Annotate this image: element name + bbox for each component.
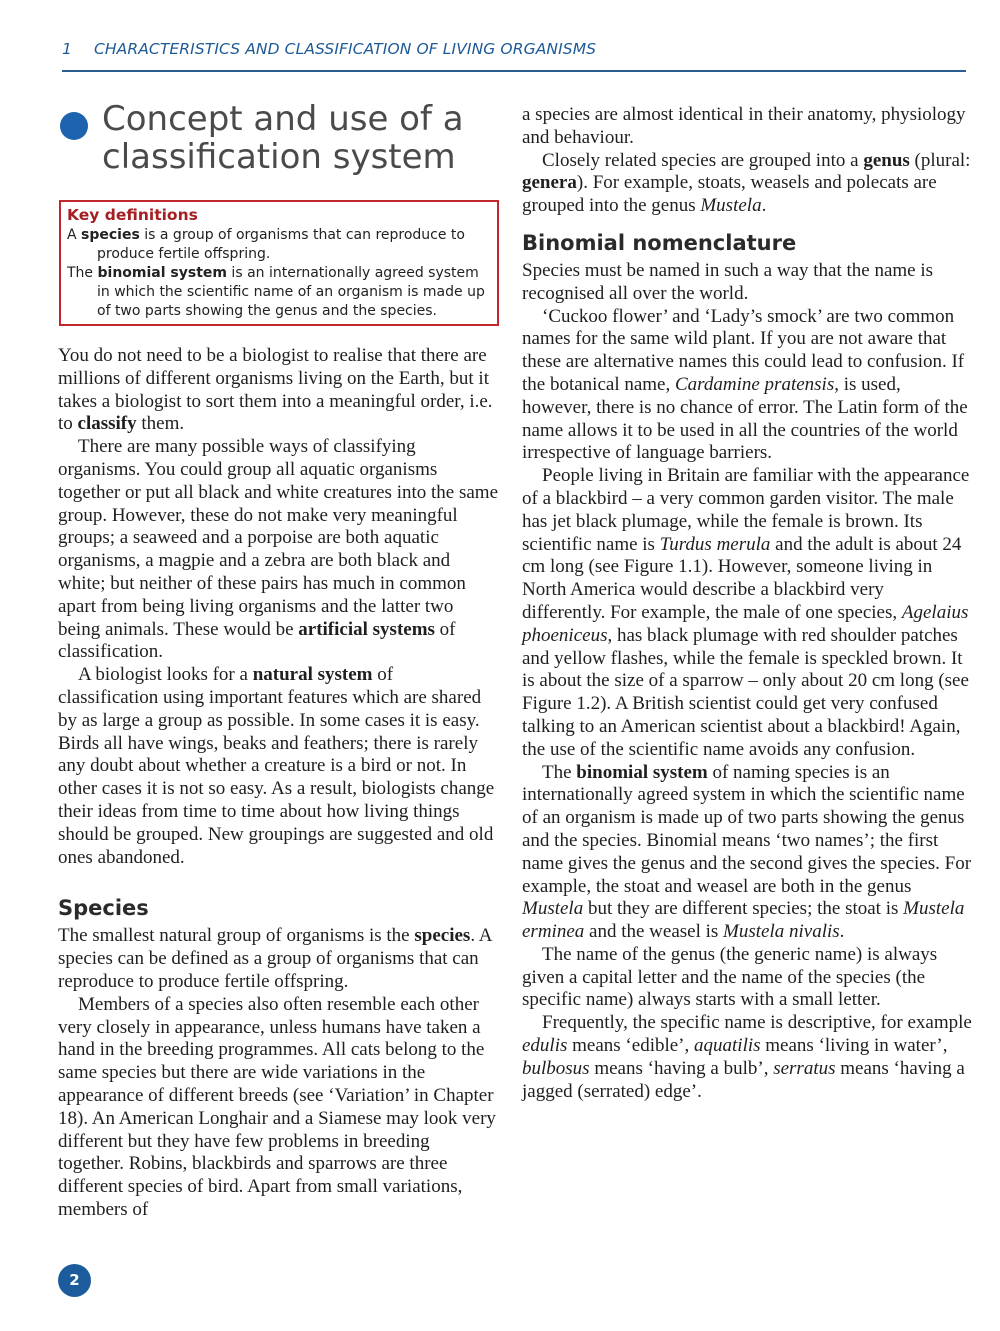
paragraph bbox=[522, 762, 972, 944]
paragraph: Members of a species also often resemble each other very closely in appearance, unless humans have taken a hand in the breeding programmes. All cats belong to the same species but there are wide variations in the appearance of different breeds (see ‘Variation’ in Chapter 18). An American Longhair and a Siamese may look very different but they have few problems in breeding together. Robins, blackbirds and sparrows are three different species of bird. Apart from small variations, members of bbox=[58, 993, 496, 1220]
text: , has black plumage with red shoulder patches and yellow flashes, while the female is speckled brown. It is about the size of a sparrow – only about 20 cm long (see Figure 1.2). A British scientist could get very confused talking to an American scientist about a blackbird! Again, the use of the scientific name avoids any confusion. bbox=[522, 624, 969, 760]
paragraph bbox=[58, 436, 498, 664]
paragraph: The name of the genus (the generic name) is always given a capital letter and the name of the species (the specific name) always starts with a small letter. bbox=[522, 943, 938, 1011]
definition-binomial-system bbox=[67, 264, 491, 321]
key-definitions-box bbox=[59, 200, 499, 326]
def-prefix: A bbox=[67, 227, 82, 243]
bold-term: classify bbox=[77, 413, 137, 435]
text: (plural: bbox=[909, 149, 971, 171]
text: People living in Britain are familiar with the appearance of a blackbird – a very common garden visitor. The male has jet black plumage, while the female is brown. Its scientific name is bbox=[522, 465, 970, 555]
text: and the weasel is bbox=[584, 921, 724, 943]
text: means ‘edible’, bbox=[567, 1035, 695, 1057]
paragraph bbox=[58, 925, 498, 993]
text: Frequently, the specific name is descriptive, for example bbox=[542, 1012, 972, 1034]
text: . A species can be defined as a group of organisms that can reproduce to produce fertile offspring. bbox=[58, 925, 492, 992]
paragraph bbox=[58, 664, 498, 869]
bold-term: species bbox=[414, 925, 471, 947]
binomial-nomenclature-heading: Binomial nomenclature bbox=[522, 230, 797, 255]
running-header bbox=[62, 40, 596, 58]
paragraph: Species must be named in such a way that the name is recognised all over the world. bbox=[522, 259, 934, 304]
chapter-number: 1 bbox=[62, 40, 72, 58]
text: means ‘having a jagged (serrated) edge’. bbox=[522, 1057, 965, 1102]
paragraph bbox=[522, 306, 972, 466]
key-definitions-title: Key definitions bbox=[67, 206, 198, 224]
def-term: species bbox=[81, 227, 140, 243]
scientific-name: aquatilis bbox=[694, 1035, 761, 1057]
text: them. bbox=[136, 413, 185, 435]
scientific-name: Mustela bbox=[700, 195, 762, 217]
species-heading: Species bbox=[58, 896, 149, 921]
paragraph bbox=[522, 150, 972, 218]
text: A biologist looks for a bbox=[78, 664, 253, 686]
left-column bbox=[58, 345, 498, 1222]
paragraph: a species are almost identical in their anatomy, physiology and behaviour. bbox=[522, 104, 966, 148]
scientific-name: Mustela nivalis bbox=[723, 921, 840, 943]
def-prefix: The bbox=[67, 265, 98, 281]
bold-term: genus bbox=[863, 149, 910, 171]
bullet-dot-icon bbox=[60, 112, 88, 140]
scientific-name: Mustela erminea bbox=[522, 898, 965, 943]
scientific-name: Cardamine pratensis bbox=[675, 373, 835, 395]
section-title: Concept and use of a classification system bbox=[102, 99, 464, 177]
text: but they are different species; the stoat is bbox=[583, 898, 904, 920]
bold-term: natural system bbox=[252, 664, 373, 686]
text: of naming species is an internationally agreed system in which the scientific name of an organism is made up of two parts showing the genus and the species. Binomial means ‘two names’; the first name gives the genus and the second gives the species. For example, the stoat and weasel are both in the genus bbox=[522, 761, 972, 897]
bold-term: genera bbox=[522, 172, 577, 194]
scientific-name: serratus bbox=[773, 1057, 836, 1079]
def-text: is a group of organisms that can reproduce to produce fertile offspring. bbox=[97, 227, 465, 262]
text: You do not need to be a biologist to realise that there are millions of different organisms living on the Earth, but it takes a biologist to sort them into a meaningful order, i.e. to bbox=[58, 345, 493, 435]
bold-term: binomial system bbox=[576, 761, 708, 783]
paragraph bbox=[522, 465, 972, 761]
text: The bbox=[542, 761, 577, 783]
text: means ‘living in water’, bbox=[760, 1035, 948, 1057]
text: and the adult is about 24 cm long (see Figure 1.1). However, someone living in North America would describe a blackbird very differently. For example, the male of one species, bbox=[522, 533, 962, 623]
paragraph bbox=[522, 1012, 972, 1103]
def-term: binomial system bbox=[97, 265, 227, 281]
text: . bbox=[761, 195, 767, 217]
text: of classification. bbox=[58, 618, 456, 663]
definition-species bbox=[67, 226, 491, 264]
scientific-name: Mustela bbox=[522, 898, 584, 920]
text: The smallest natural group of organisms is the bbox=[58, 925, 415, 947]
text: There are many possible ways of classifying organisms. You could group all aquatic organisms together or put all black and white creatures into the same group. However, these do not make very meaningful groups; a seaweed and a porpoise are both aquatic organisms, a magpie and a zebra are both black and white; but neither of these pairs has much in common apart from being living organisms and the latter two being animals. These would be bbox=[58, 436, 499, 640]
text: Closely related species are grouped into a bbox=[542, 149, 864, 171]
text: means ‘having a bulb’, bbox=[589, 1057, 774, 1079]
text: of classification using important features which are shared by as large a group as possible. In some cases it is easy. Birds all have wings, beaks and feathers; there is rarely any doubt about whether a creature is a bird or not. In other cases it is not so easy. As a result, biologists change their ideas from time to time about how living things should be grouped. New groupings are suggested and old ones abandoned. bbox=[58, 664, 495, 868]
text: ‘Cuckoo flower’ and ‘Lady’s smock’ are two common names for the same wild plant. If you are not aware that these are alternative names this could lead to confusion. If the botanical name, bbox=[522, 305, 965, 395]
text: ). For example, stoats, weasels and polecats are grouped into the genus bbox=[522, 172, 937, 217]
bold-term: artificial systems bbox=[298, 618, 435, 640]
scientific-name: edulis bbox=[522, 1035, 568, 1057]
scientific-name: Turdus merula bbox=[659, 533, 771, 555]
page-number-badge: 2 bbox=[58, 1264, 91, 1297]
chapter-title: CHARACTERISTICS AND CLASSIFICATION OF LIVING ORGANISMS bbox=[93, 40, 597, 58]
text: , is used, however, there is no chance of error. The Latin form of the name allows it to be used in all the countries of the world irrespective of language barriers. bbox=[522, 373, 968, 464]
def-text: is an internationally agreed system in which the scientific name of an organism is made up of two parts showing the genus and the species. bbox=[97, 265, 485, 319]
scientific-name: bulbosus bbox=[522, 1057, 590, 1079]
text: . bbox=[839, 921, 845, 943]
scientific-name: Agelaius phoeniceus bbox=[522, 601, 969, 646]
header-divider bbox=[62, 70, 966, 72]
right-column bbox=[522, 104, 972, 1103]
paragraph bbox=[58, 345, 498, 436]
